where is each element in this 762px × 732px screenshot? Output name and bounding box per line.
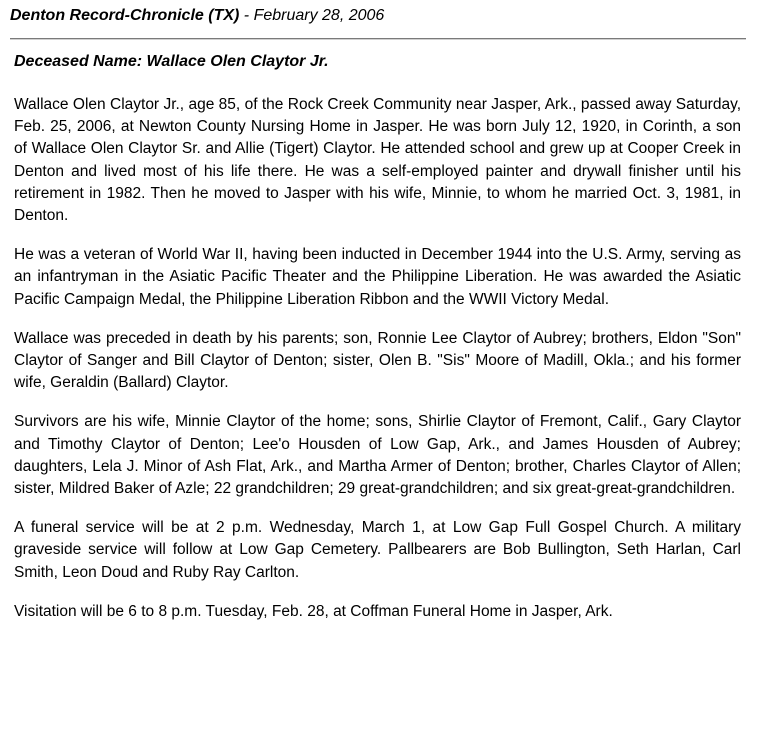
paragraph-military-service: He was a veteran of World War II, having been inducted in December 1944 into the U.S. Army, serving as an infantryman in the Asiatic Pacific Theater and the Philippine Liberation. He was awarded the Asiatic Pacific Campaign Medal, the Philippine Liberation Ribbon and the WWII Victory Medal.	[14, 246, 741, 308]
deceased-name-heading: Deceased Name: Wallace Olen Claytor Jr.	[14, 53, 329, 70]
newspaper-source: Denton Record-Chronicle (TX)	[10, 7, 240, 24]
header-divider	[10, 38, 746, 40]
paragraph-visitation: Visitation will be 6 to 8 p.m. Tuesday, Feb. 28, at Coffman Funeral Home in Jasper, Ark.	[14, 602, 613, 620]
paragraph-survivors: Survivors are his wife, Minnie Claytor of the home; sons, Shirlie Claytor of Fremont, Calif., Gary Claytor and Timothy Claytor of Denton; Lee'o Housden of Low Gap, Ark., and James Housden of Aubrey; daughters, Lela J. Minor of Ash Flat, Ark., and Martha Armer of Denton; brother, Charles Claytor of Allen; sister, Mildred Baker of Azle; 22 grandchildren; 29 great-grandchildren; and six great-great-grandchildren.	[14, 413, 741, 498]
obituary-body	[14, 94, 741, 640]
publication-date: February 28, 2006	[253, 7, 385, 24]
paragraph-biography: Wallace Olen Claytor Jr., age 85, of the Rock Creek Community near Jasper, Ark., passed away Saturday, Feb. 25, 2006, at Newton County Nursing Home in Jasper. He was born July 12, 1920, in Corinth, a son of Wallace Olen Claytor Sr. and Allie (Tigert) Claytor. He attended school and grew up at Cooper Creek in Denton and lived most of his life there. He was a self-employed painter and drywall finisher until his retirement in 1982. Then he moved to Jasper with his wife, Minnie, to whom he married Oct. 3, 1981, in Denton.	[14, 96, 741, 225]
paragraph-preceded-in-death: Wallace was preceded in death by his parents; son, Ronnie Lee Claytor of Aubrey; brothers, Eldon "Son" Claytor of Sanger and Bill Claytor of Denton; sister, Olen B. "Sis" Moore of Madill, Okla.; and his former wife, Geraldin (Ballard) Claytor.	[14, 329, 741, 392]
header-separator: -	[239, 7, 254, 24]
paragraph-funeral-service: A funeral service will be at 2 p.m. Wednesday, March 1, at Low Gap Full Gospel Church. A military graveside service will follow at Low Gap Cemetery. Pallbearers are Bob Bullington, Seth Harlan, Carl Smith, Leon Doud and Ruby Ray Carlton.	[14, 519, 741, 581]
article-header	[10, 7, 384, 25]
